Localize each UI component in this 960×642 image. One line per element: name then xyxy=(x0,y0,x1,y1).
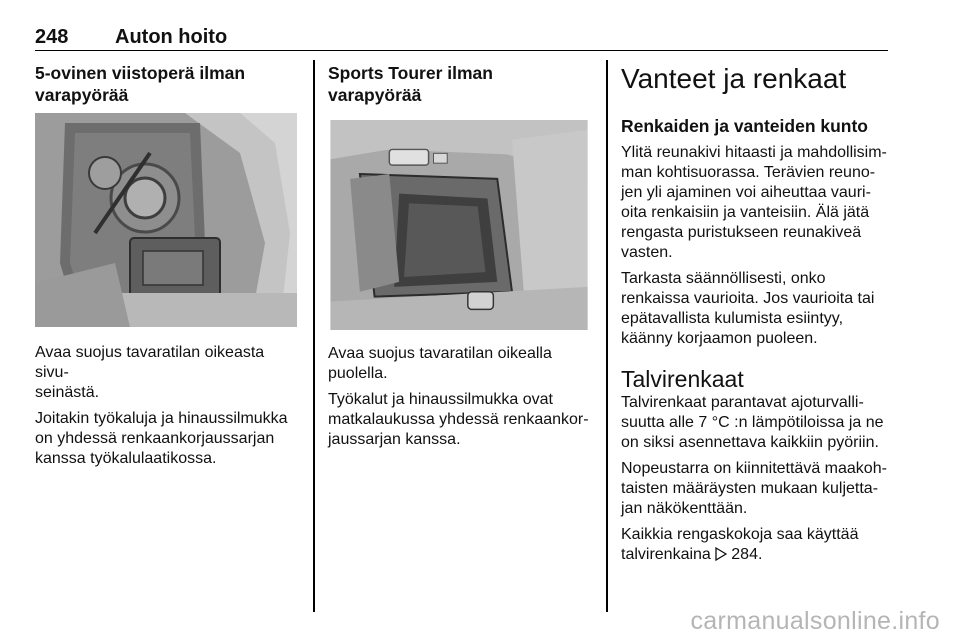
col1-paragraph-1: Avaa suojus tavaratilan oikeasta sivu- seinästä. xyxy=(35,344,265,401)
winter-tyres-title: Talvirenkaat xyxy=(621,366,744,392)
column-1 xyxy=(35,62,297,469)
watermark: carmanualsonline.info xyxy=(690,607,940,635)
column-2 xyxy=(328,62,590,450)
subsection-title: Renkaiden ja vanteiden kunto xyxy=(621,116,868,136)
col3-paragraph-2: Tarkasta säännöllisesti, onko renkaissa vaurioita. Jos vaurioita tai epätavallista kulumista esiintyy, käänny korjaamon puoleen. xyxy=(621,270,875,347)
column-3 xyxy=(621,62,891,565)
trunk-cover-left-photo xyxy=(35,113,297,327)
column-divider-2 xyxy=(606,60,608,612)
col2-heading: Sports Tourer ilman varapyörää xyxy=(328,63,493,105)
winter-paragraph-3: Kaikkia rengaskokoja saa käyttää talvirenkaina 284. xyxy=(621,526,859,563)
col3-paragraph-1: Ylitä reunakivi hitaasti ja mahdollisim- man kohtisuorassa. Terävien reuno- jen yli ajaminen voi aiheuttaa vauri- oita renkaisiin ja vanteisiin. Älä jätä rengasta puristukseen reunakiveä vasten. xyxy=(621,144,887,261)
col1-paragraph-2: Joitakin työkaluja ja hinaussilmukka on yhdessä renkaankorjaussarjan kanssa työkalulaatikossa. xyxy=(35,410,288,467)
section-title: Auton hoito xyxy=(115,26,228,48)
page-number: 248 xyxy=(35,26,69,48)
trunk-cover-right-photo xyxy=(328,120,590,330)
col2-paragraph-1: Avaa suojus tavaratilan oikealla puolella. xyxy=(328,345,552,382)
col2-paragraph-2: Työkalut ja hinaussilmukka ovat matkalaukussa yhdessä renkaankor- jaussarjan kanssa. xyxy=(328,391,589,448)
arrow-right-icon xyxy=(715,547,727,561)
winter-paragraph-2: Nopeustarra on kiinnitettävä maakoh- taisten määräysten mukaan kuljetta- jan näkökenttään. xyxy=(621,460,887,517)
chapter-title: Vanteet ja renkaat xyxy=(621,63,847,94)
column-divider-1 xyxy=(313,60,315,612)
winter-paragraph-1: Talvirenkaat parantavat ajoturvalli- suutta alle 7 °C :n lämpötiloissa ja ne on siksi asennettava kaikkiin pyöriin. xyxy=(621,394,884,451)
page-ref-link[interactable]: 284. xyxy=(715,546,762,563)
col1-heading: 5-ovinen viistoperä ilman varapyörää xyxy=(35,63,246,105)
page-header xyxy=(35,26,888,51)
